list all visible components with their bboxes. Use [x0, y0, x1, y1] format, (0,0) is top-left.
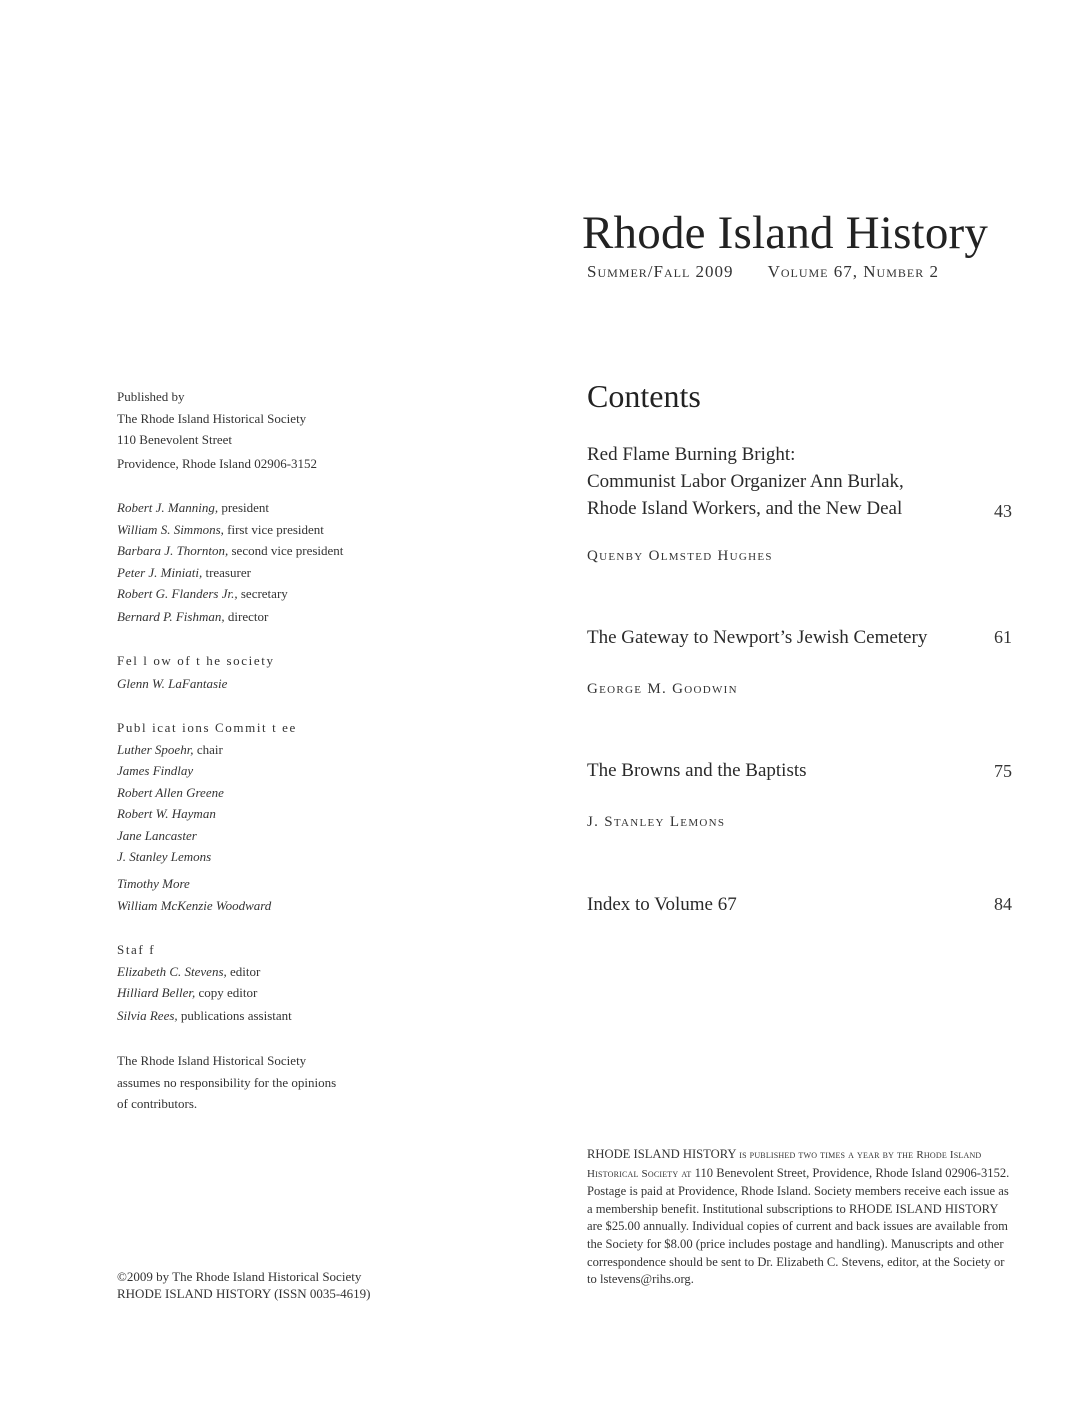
committee-chair-row	[117, 739, 297, 761]
officer-role: second vice president	[231, 543, 344, 558]
staff-row	[117, 982, 292, 1004]
committee-member	[117, 760, 297, 782]
staff-name: Elizabeth C. Stevens,	[117, 963, 227, 979]
officer-role: president	[221, 500, 269, 515]
officer-row	[117, 519, 343, 541]
toc-entry-title[interactable]	[587, 891, 947, 918]
toc-title-line: The Browns and the Baptists	[587, 760, 807, 781]
disclaimer-line: assumes no responsibility for the opinions	[117, 1074, 337, 1090]
officer-row	[117, 497, 343, 519]
officer-row	[117, 562, 343, 584]
issue-line	[587, 262, 939, 282]
publisher-city: Providence, Rhode Island 02906-3152	[117, 455, 318, 471]
officer-row	[117, 606, 343, 628]
toc-title-line: Rhode Island Workers, and the New Deal	[587, 498, 903, 519]
pubinfo-society: Rhode Island Historical Society at	[587, 1149, 982, 1180]
disclaimer	[117, 1050, 336, 1115]
fellow-row	[117, 673, 275, 695]
officer-role: first vice president	[227, 521, 324, 537]
committee-member-name: Robert W. Hayman	[117, 806, 216, 821]
committee-member-name: Timothy More	[117, 875, 190, 891]
committee-member	[117, 782, 297, 804]
publisher-block	[117, 386, 317, 474]
pubinfo-lead-caps: RHODE ISLAND HISTORY	[587, 1147, 737, 1161]
publisher-name: The Rhode Island Historical Society	[117, 410, 307, 426]
issue-volume: Volume 67, Number 2	[767, 262, 939, 281]
issue-season: Summer/Fall 2009	[587, 262, 734, 281]
fellow-name: Glenn W. LaFantasie	[117, 675, 228, 691]
committee-member	[117, 846, 297, 868]
committee-member-name: Robert Allen Greene	[117, 784, 224, 800]
committee-member-name: J. Stanley Lemons	[117, 849, 212, 864]
committee-chair-name: Luther Spoehr,	[117, 741, 194, 757]
toc-entry-title[interactable]	[587, 757, 947, 784]
staff-role: copy editor	[198, 985, 258, 1000]
issn-line: RHODE ISLAND HISTORY (ISSN 0035-4619)	[117, 1286, 371, 1301]
officer-name: Robert J. Manning,	[117, 500, 219, 515]
publisher-label: Published by	[117, 389, 185, 404]
fellow-block	[117, 650, 275, 694]
toc-author: Quenby Olmsted Hughes	[587, 548, 773, 564]
toc-page-number: 61	[994, 627, 1012, 647]
toc-author: George M. Goodwin	[587, 681, 738, 697]
staff-row	[117, 961, 292, 983]
toc-entry-title[interactable]	[587, 441, 947, 522]
toc-title-line: Communist Labor Organizer Ann Burlak,	[587, 471, 904, 492]
committee-member-name: Jane Lancaster	[117, 827, 197, 843]
toc-page-number: 75	[994, 761, 1012, 781]
toc-title-line: Index to Volume 67	[587, 894, 737, 915]
committee-member	[117, 895, 297, 917]
committee-member	[117, 803, 297, 825]
toc-page-number: 84	[994, 894, 1012, 914]
officer-row	[117, 540, 343, 562]
staff-name: Hilliard Beller,	[117, 985, 196, 1000]
staff-heading: Staf f	[117, 942, 156, 957]
contents-heading: Contents	[587, 378, 701, 414]
committee-chair-role: chair	[196, 741, 223, 757]
pubinfo-body: 110 Benevolent Street, Providence, Rhode Island 02906-3152. Postage is paid at Providence, Rhode Island. Society members receive each issue as a membership benefit. Institutional subscriptions to RHODE ISLAND HISTORY are $25.00 annually. Individual copies of current and back issues are available from the Society for $8.00 (price includes postage and handling). Manuscripts and other correspondence should be sent to Dr. Elizabeth C. Stevens, editor, at the Society or to lstevens@rihs.org.	[587, 1165, 1010, 1287]
publication-info	[587, 1146, 1011, 1289]
officer-role: director	[227, 608, 269, 624]
officer-name: Peter J. Miniati,	[117, 564, 203, 580]
copyright-line: ©2009 by The Rhode Island Historical Society	[117, 1269, 362, 1284]
officer-row	[117, 583, 343, 605]
committee-member	[117, 825, 297, 847]
officer-role: secretary	[240, 586, 288, 601]
toc-title-line: Red Flame Burning Bright:	[587, 444, 796, 465]
fellow-heading: Fel l ow of t he society	[117, 653, 275, 668]
disclaimer-line: of contributors.	[117, 1096, 198, 1111]
publisher-street: 110 Benevolent Street	[117, 432, 233, 447]
committee-member	[117, 873, 297, 895]
disclaimer-line: The Rhode Island Historical Society	[117, 1053, 307, 1068]
officer-name: Barbara J. Thornton,	[117, 543, 229, 558]
toc-entry-title[interactable]	[587, 624, 967, 651]
officers-list	[117, 497, 343, 627]
toc-title-line: The Gateway to Newport’s Jewish Cemetery	[587, 627, 928, 648]
copyright-block	[117, 1268, 371, 1302]
officer-role: treasurer	[205, 564, 251, 580]
journal-title: Rhode Island History	[582, 207, 989, 259]
staff-name: Silvia Rees,	[117, 1007, 178, 1023]
committee-member-name: William McKenzie Woodward	[117, 898, 272, 913]
committee-block	[117, 717, 297, 917]
staff-role: publications assistant	[180, 1007, 292, 1023]
staff-row	[117, 1005, 292, 1027]
officer-name: Robert G. Flanders Jr.,	[117, 586, 238, 601]
toc-page-number: 43	[994, 501, 1012, 521]
staff-role: editor	[230, 963, 261, 979]
officer-name: Bernard P. Fishman,	[117, 608, 225, 624]
committee-member-name: James Findlay	[117, 763, 194, 778]
staff-block	[117, 939, 292, 1026]
officer-name: William S. Simmons,	[117, 521, 224, 537]
toc-author: J. Stanley Lemons	[587, 814, 726, 830]
pubinfo-lead-smallcaps: is published two times a year by the	[739, 1149, 914, 1161]
committee-heading: Publ icat ions Commit t ee	[117, 720, 297, 735]
